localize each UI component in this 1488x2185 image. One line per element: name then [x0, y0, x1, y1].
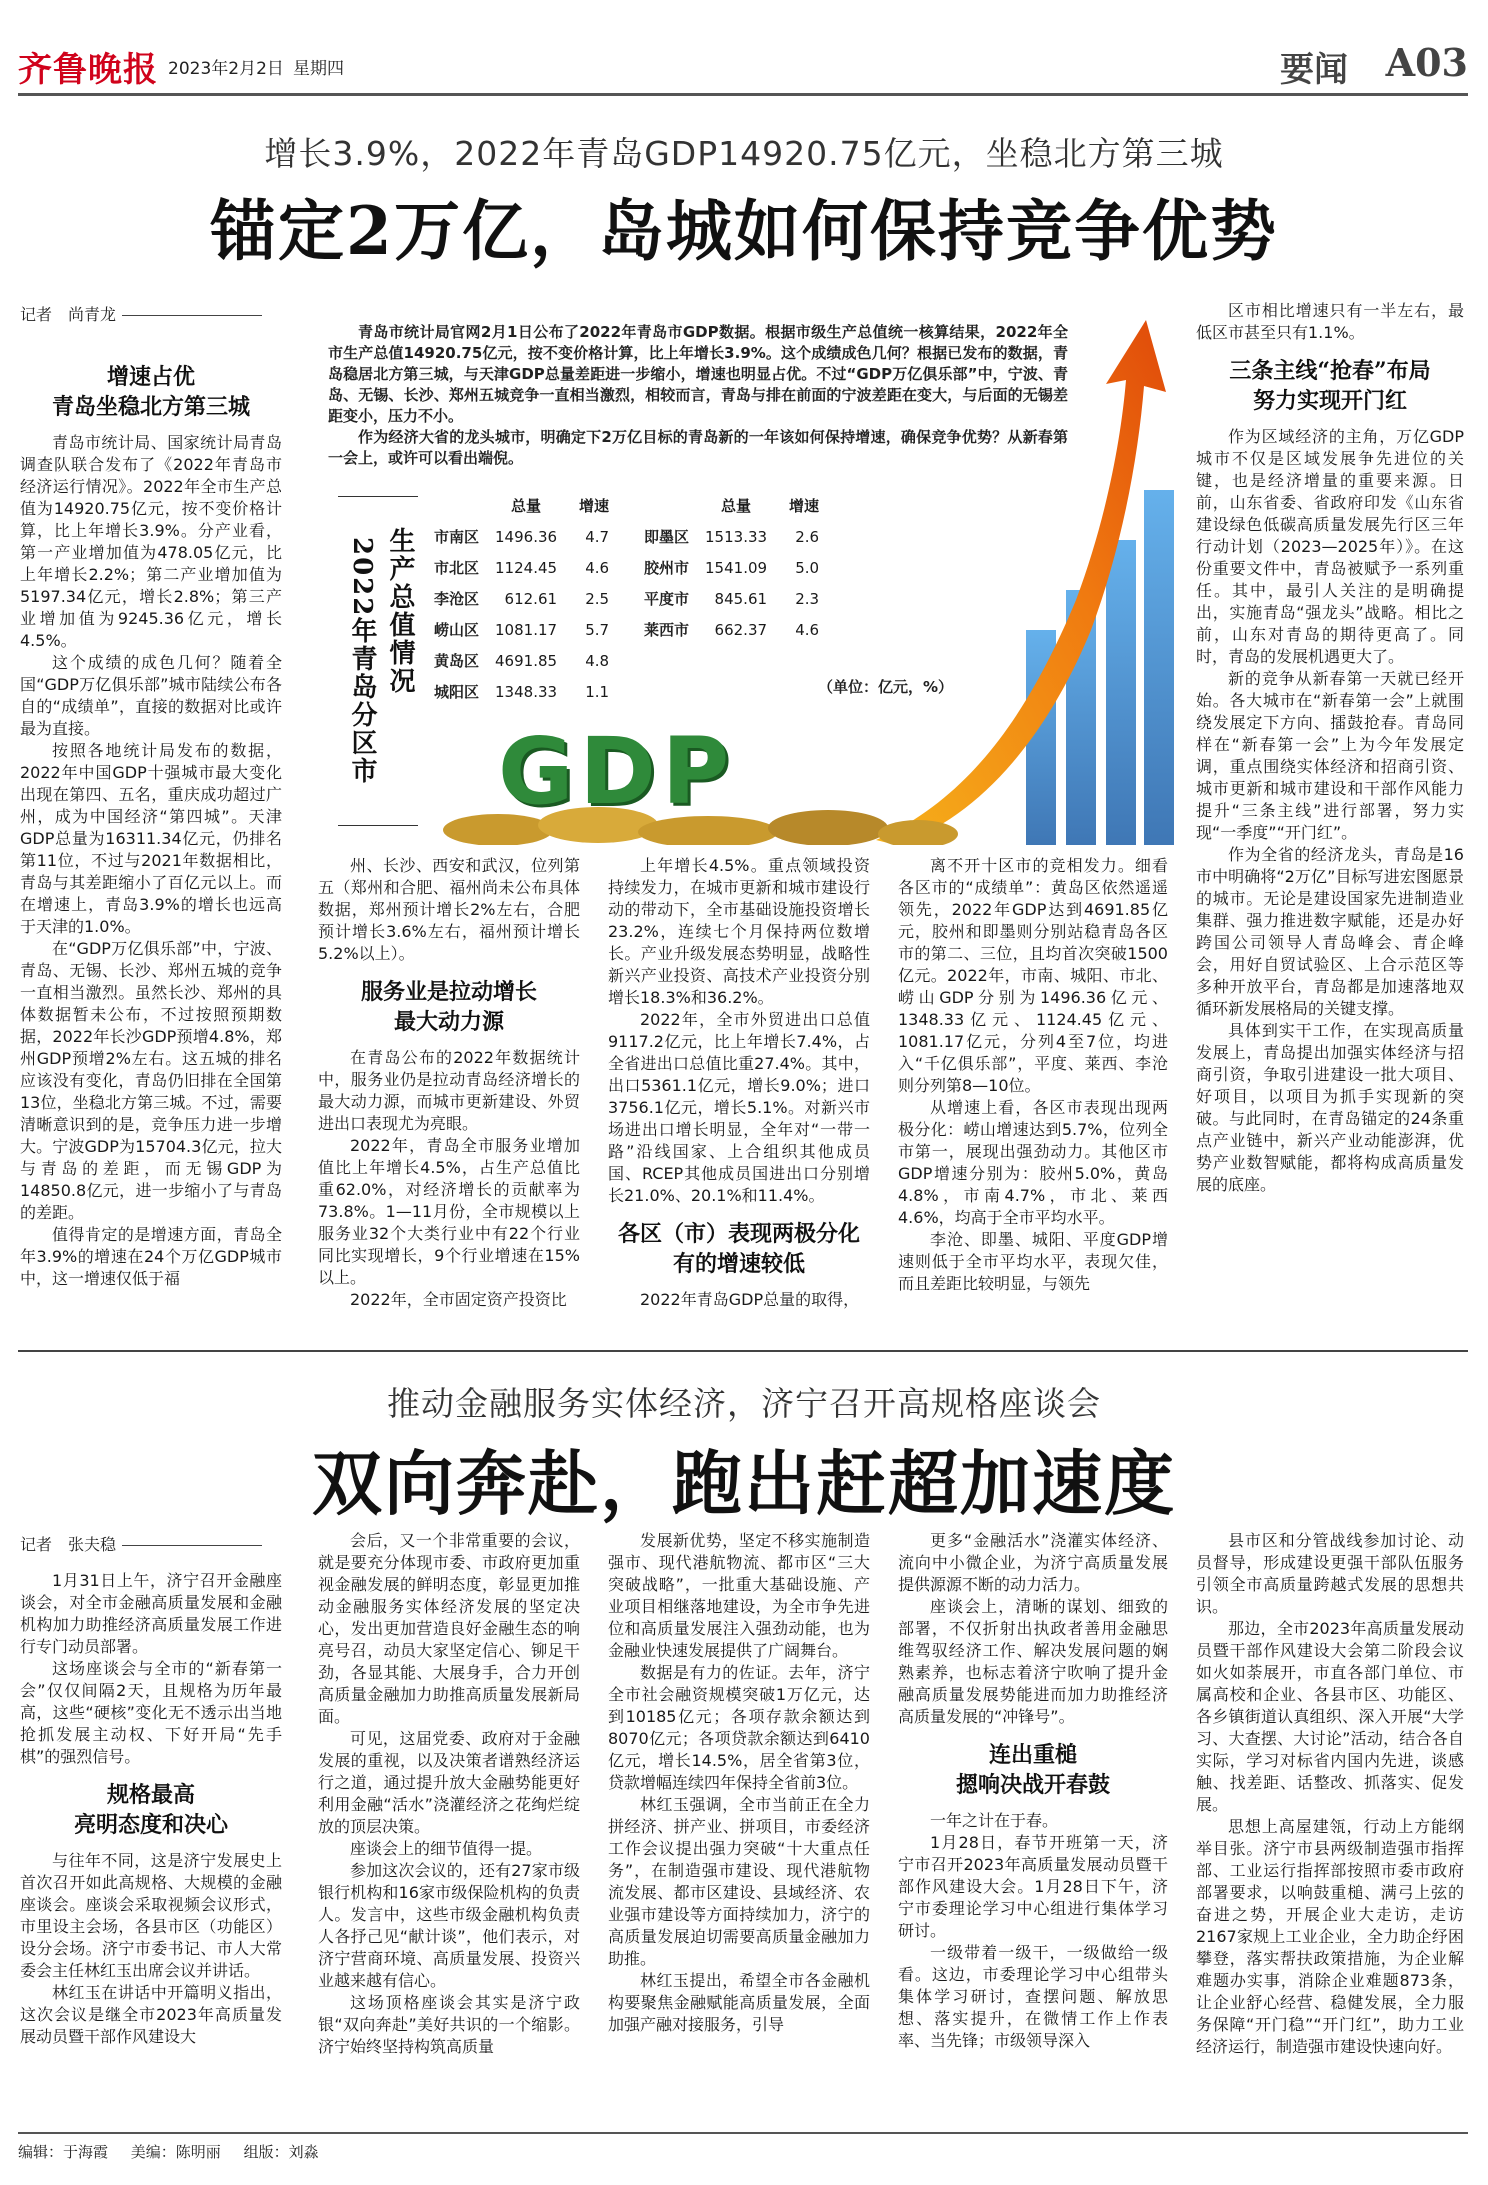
editor-credit: 编辑：于海霞 [18, 2143, 109, 2161]
column-paragraphs [898, 1530, 1168, 1728]
paragraph: 具体到实干工作，在实现高质量发展上，青岛提出加强实体经济与招商引资，争取引进建设一批大项目、好项目，以项目为抓手实现新的突破。与此同时，在青岛锚定的24条重点产业链中，新兴产业动能澎湃，优势产业数智赋能，都将构成高质量发展的底座。 [1196, 1021, 1464, 1194]
district-name-cell: 城阳区 [434, 683, 480, 701]
section-name: 要闻 [1280, 50, 1348, 90]
table-row [426, 552, 617, 583]
paragraph: 作为经济大省的龙头城市，明确定下2万亿目标的青岛新的一年该如何保持增速，确保竞争优势？从新春第一会上，或许可以看出端倪。 [328, 428, 1068, 467]
paragraph: 座谈会上，清晰的谋划、细致的部署，不仅折射出执政者善用金融思维驾驭经济工作、解决发展问题的娴熟素养，也标志着济宁吹响了提升金融高质量发展势能进而加力助推经济高质量发展的“冲锋号”。 [898, 1597, 1168, 1726]
subheading: 规格最高 亮明态度和决心 [73, 1782, 228, 1838]
growth-cell: 1.1 [585, 682, 610, 701]
paragraph: 按照各地统计局发布的数据，2022年中国GDP十强城市最大变化出现在第四、五名，重庆成功超过广州，成为中国经济“第四城”。天津GDP总量为16311.34亿元，仍排名第11位，不过与2021年数据相比，青岛与其差距缩小了百亿元以上。而在增速上，青岛3.9%的增长也远高于天津的1.0%。 [20, 741, 282, 936]
column-paragraphs [898, 1810, 1168, 2052]
total-cell: 1081.17 [495, 620, 558, 639]
paragraph: 更多“金融活水”浇灌实体经济、流向中小微企业，为济宁高质量发展提供源源不断的动力活力。 [898, 1531, 1168, 1594]
total-cell: 4691.85 [495, 651, 558, 670]
growth-cell: 5.0 [795, 558, 820, 577]
table-row [636, 521, 827, 552]
subheading: 增速占优 青岛坐稳北方第三城 [51, 364, 250, 420]
gdp-infobox [318, 300, 1176, 845]
paragraph: 参加这次会议的，还有27家市级银行机构和16家市级保险机构的负责人。发言中，这些市级金融机构负责人各抒己见“献计谈”，他们表示，对济宁营商环境、高质量发展、投资兴业越来越有信心。 [318, 1861, 580, 1990]
total-cell: 1541.09 [705, 558, 768, 577]
article1-column-3 [608, 855, 870, 1335]
paragraph: 2022年，青岛全市服务业增加值比上年增长4.5%，占生产总值比重62.0%，对经济增长的贡献率为73.8%。1—11月份，全市规模以上服务业32个大类行业中有22个行业同比实现增长，9个行业增速在15%以上。 [318, 1136, 580, 1287]
issue-weekday: 星期四 [293, 59, 344, 79]
footer-rule [18, 2132, 1468, 2134]
column-paragraphs [608, 1530, 870, 2036]
infobox-intro [328, 322, 1068, 469]
article2-byline [20, 1532, 262, 1555]
paragraph: 1月31日上午，济宁召开金融座谈会，对全市金融高质量发展和金融机构加力助推经济高质量发展工作进行专门动员部署。 [20, 1571, 282, 1656]
byline-rule [122, 315, 262, 316]
paragraph: 林红玉强调，全市当前正在全力拼经济、拼产业、拼项目，市委经济工作会议提出强力突破“十大重点任务”，在制造强市建设、现代港航物流发展、都市区建设、县域经济、农业强市建设等方面持续加力，济宁的高质量发展迫切需要高质量金融加力助推。 [608, 1795, 870, 1968]
article1-column-2 [318, 855, 580, 1335]
header-cell: 增速 [579, 497, 610, 515]
paragraph: 李沧、即墨、城阳、平度GDP增速则低于全市平均水平，表现欠佳，而且差距比较明显，与领先 [898, 1230, 1168, 1293]
paragraph: 一年之计在于春。 [930, 1811, 1059, 1830]
paragraph: 这场顶格座谈会其实是济宁政银“双向奔赴”美好共识的一个缩影。济宁始终坚持构筑高质量 [318, 1993, 580, 2056]
column-paragraphs [1196, 426, 1464, 1196]
growth-cell: 4.7 [585, 527, 610, 546]
column-paragraphs [20, 1570, 282, 1768]
paragraph: 思想上高屋建瓴，行动上方能纲举目张。济宁市县两级制造强市指挥部、工业运行指挥部按照市委市政府部署要求，以响鼓重槌、满弓上弦的奋进之势，开展企业大走访，走访2167家规上工业企业，全力助企纾困攀登，落实帮扶政策措施，为企业解难题办实事，消除企业难题873条，让企业舒心经营、稳健发展，全力服务保障“开门稳”“开门红”，助力工业经济运行，制造强市建设快速向好。 [1196, 1817, 1464, 2056]
column-paragraphs [20, 432, 282, 1290]
paragraph: 2022年青岛GDP总量的取得， [640, 1290, 860, 1309]
paragraph: 发展新优势，坚定不移实施制造强市、现代港航物流、都市区“三大突破战略”，一批重大基础设施、产业项目相继落地建设，为全市争先进位和高质量发展注入强劲动能，也为金融业快速发展提供了广阔舞台。 [608, 1531, 870, 1660]
paragraph: 可见，这届党委、政府对于金融发展的重视，以及决策者谱熟经济运行之道，通过提升放大金融势能更好利用金融“活水”浇灌经济之花绚烂绽放的顶层决策。 [318, 1729, 580, 1836]
total-cell: 1513.33 [705, 527, 768, 546]
table-row [636, 583, 827, 614]
table-row [426, 583, 617, 614]
newspaper-logo: 齐鲁晚报 [18, 50, 158, 90]
district-name-cell: 胶州市 [644, 559, 690, 577]
subheading: 连出重槌 摁响决战开春鼓 [955, 1742, 1110, 1798]
growth-cell: 5.7 [585, 620, 610, 639]
article2-column-1 [20, 1570, 282, 2128]
district-name-cell: 李沧区 [434, 590, 480, 608]
growth-cell: 2.6 [795, 527, 820, 546]
paragraph: 林红玉在讲话中开篇明义指出，这次会议是继全市2023年高质量发展动员暨干部作风建设大 [20, 1983, 282, 2046]
district-name-cell: 崂山区 [434, 621, 480, 639]
page-number: A03 [1385, 40, 1468, 85]
paragraph: 作为区域经济的主角，万亿GDP城市不仅是区域发展争先进位的关键，也是经济增量的重要来源。日前，山东省委、省政府印发《山东省建设绿色低碳高质量发展先行区三年行动计划（2023—2025年）》。在这份重要文件中，青岛被赋予一系列重任。其中，最引人关注的是明确提出，实施青岛“强龙头”战略。相比之前，山东对青岛的期待更高了。同时，青岛的发展机遇更大了。 [1196, 427, 1464, 666]
article2-column-3 [608, 1530, 870, 2128]
district-table-right [636, 490, 827, 645]
header-cell: 增速 [789, 497, 820, 515]
column-paragraphs [318, 1530, 580, 2058]
total-cell: 1496.36 [495, 527, 558, 546]
table-row [426, 521, 617, 552]
issue-date: 2023年2月2日 [168, 59, 284, 79]
paragraph: 从增速上看，各区市表现出现两极分化：崂山增速达到5.7%，位列全市第一，展现出强劲动力。其他区市GDP增速分别为：胶州5.0%，黄岛4.8%，市南4.7%，市北、莱西4.6%，均高于全市平均水平。 [898, 1098, 1168, 1227]
paragraph: 青岛市统计局、国家统计局青岛调查队联合发布了《2022年青岛市经济运行情况》。2022年全市生产总值为14920.75亿元，按不变价格计算，比上年增长3.9%。分产业看，第一产业增加值为478.05亿元，比上年增长2.2%；第二产业增加值为5197.34亿元，增长2.8%；第三产业增加值为9245.36亿元，增长4.5%。 [20, 433, 282, 650]
table-row [426, 676, 617, 707]
masthead [18, 38, 1468, 96]
paragraph: 座谈会上的细节值得一提。 [350, 1839, 543, 1858]
table-row [636, 552, 827, 583]
byline-text: 记者 尚青龙 [20, 305, 117, 324]
paragraph: 与往年不同，这是济宁发展史上首次召开如此高规格、大规模的金融座谈会。座谈会采取视频会议形式，市里设主会场，各县市区（功能区）设分会场。济宁市委书记、市人大常委会主任林红玉出席会议并讲话。 [20, 1851, 282, 1980]
growth-cell: 4.6 [585, 558, 610, 577]
paragraph: 在“GDP万亿俱乐部”中，宁波、青岛、无锡、长沙、郑州五城的竞争一直相当激烈。虽然长沙、郑州的具体数据暂未公布，不过按照预期数据，2022年长沙GDP预增4.8%，郑州GDP预增2%左右。这五城的排名应该没有变化，青岛仍旧排在全国第13位，坐稳北方第三城。不过，需要清晰意识到的是，竞争压力进一步增大。宁波GDP为15704.3亿元，拉大与青岛的差距，而无锡GDP为14850.8亿元，进一步缩小了与青岛的差距。 [20, 939, 282, 1222]
paragraph: 作为全省的经济龙头，青岛是16市中明确将“2万亿”目标写进宏图愿景的城市。无论是建设国家先进制造业集群、强力推进数字赋能，还是办好跨国公司领导人青岛峰会、青企峰会，用好自贸试验区、上合示范区等多种开放平台，青岛都是加速落地双循环新发展格局的关键支撑。 [1196, 845, 1464, 1018]
article1-kicker: 增长3.9%，2022年青岛GDP14920.75亿元，坐稳北方第三城 [264, 134, 1224, 173]
district-name-cell: 平度市 [644, 590, 690, 608]
district-name-cell: 黄岛区 [434, 652, 480, 670]
column-paragraphs [20, 1850, 282, 2048]
byline-rule [122, 1545, 262, 1546]
column-paragraphs [608, 855, 870, 1207]
masthead-rule [18, 93, 1468, 96]
table-title [338, 496, 418, 826]
column-paragraphs [318, 1047, 580, 1311]
growth-cell: 2.5 [585, 589, 610, 608]
article2-kicker: 推动金融服务实体经济，济宁召开高规格座谈会 [387, 1384, 1101, 1423]
paragraph: 值得肯定的是增速方面，青岛全年3.9%的增速在24个万亿GDP城市中，这一增速仅低于福 [20, 1225, 282, 1288]
paragraph: 上年增长4.5%。重点领域投资持续发力，在城市更新和城市建设行动的带动下，全市基础设施投资增长23.2%，连续七个月保持两位数增长。产业升级发展态势明显，战略性新兴产业投资、高技术产业投资分别增长18.3%和36.2%。 [608, 856, 870, 1007]
total-cell: 1124.45 [495, 558, 558, 577]
article2-headline: 双向奔赴，跑出赶超加速度 [312, 1442, 1176, 1525]
table-row [426, 645, 617, 676]
column-paragraphs [608, 1289, 870, 1311]
table-row [636, 614, 827, 645]
total-cell: 662.37 [714, 620, 768, 639]
table-title-line2: 2022年青岛分区市 [347, 537, 377, 786]
paragraph: 这个成绩的成色几何？随着全国“GDP万亿俱乐部”城市陆续公布各自的“成绩单”，直接的数据对比或许最为直接。 [20, 653, 282, 738]
header-cell [426, 490, 487, 521]
paragraph: 新的竞争从新春第一天就已经开始。各大城市在“新春第一会”上就围绕发展定下方向、擂鼓抢春。青岛同样在“新春第一会”上为今年发展定调，重点围绕实体经济和招商引资、城市更新和城市建设和干部作风能力提升“三条主线”进行部署，努力实现“一季度”“开门红”。 [1196, 669, 1464, 842]
table-unit: （单位：亿元，%） [818, 678, 954, 696]
article2-column-2 [318, 1530, 580, 2128]
subheading: 服务业是拉动增长 最大动力源 [360, 979, 537, 1035]
column-paragraphs [898, 855, 1168, 1295]
paragraph: 数据是有力的佐证。去年，济宁全市社会融资规模突破1万亿元，达到10185亿元；各项存款余额达到8070亿元；各项贷款余额达到6410亿元，增长14.5%，居全省第3位，贷款增幅连续四年保持全省前3位。 [608, 1663, 870, 1792]
paragraph: 一级带着一级干，一级做给一级看。这边，市委理论学习中心组带头集体学习研讨，查摆问题、解放思想、落实提升，在微情工作上作表率、当先锋；市级领导深入 [898, 1943, 1168, 2050]
header-cell: 总量 [721, 497, 752, 515]
byline-text: 记者 张夫稳 [20, 1535, 117, 1554]
district-name-cell: 即墨区 [644, 528, 690, 546]
article-divider [18, 1350, 1468, 1352]
header-cell [636, 490, 697, 521]
table-header-row [636, 490, 827, 521]
district-name-cell: 市南区 [434, 528, 480, 546]
total-cell: 612.61 [504, 589, 558, 608]
total-cell: 845.61 [714, 589, 768, 608]
paragraph: 离不开十区市的竞相发力。细看各区市的“成绩单”：黄岛区依然遥遥领先，2022年GDP达到4691.85亿元，胶州和即墨则分别站稳青岛各区市的第二、三位，且均首次突破1500亿元。2022年，市南、城阳、市北、崂山GDP分别为1496.36亿元、1348.33亿元、1124.45亿元、1081.17亿元，分列4至7位，均进入“千亿俱乐部”，平度、莱西、李沧则分列第8—10位。 [898, 856, 1168, 1095]
paragraph: 会后，又一个非常重要的会议，就是要充分体现市委、市政府更加重视金融发展的鲜明态度，彰显更加推动金融服务实体经济发展的坚定决心，发出更加营造良好金融生态的响亮号召，动员大家坚定信心、铆足干劲，各显其能、大展身手，合力开创高质量金融加力助推高质量发展新局面。 [318, 1531, 580, 1726]
article1-column-4 [898, 855, 1168, 1335]
proof-credit: 组版：刘淼 [243, 2143, 319, 2161]
total-cell: 1348.33 [495, 682, 558, 701]
paragraph: 2022年，全市固定资产投资比 [350, 1290, 567, 1309]
growth-cell: 4.6 [795, 620, 820, 639]
page-footer [18, 2141, 1468, 2162]
paragraph: 1月28日，春节开班第一天，济宁市召开2023年高质量发展动员暨干部作风建设大会。1月28日下午，济宁市委理论学习中心组进行集体学习研讨。 [898, 1833, 1168, 1940]
header-cell: 总量 [511, 497, 542, 515]
growth-cell: 2.3 [795, 589, 820, 608]
column-paragraphs [1196, 300, 1464, 344]
table-row [426, 614, 617, 645]
article1-column-1 [20, 350, 282, 1350]
designer-credit: 美编：陈明丽 [130, 2143, 221, 2161]
article1-headline: 锚定2万亿，岛城如何保持竞争优势 [210, 192, 1278, 270]
paragraph: 青岛市统计局官网2月1日公布了2022年青岛市GDP数据。根据市级生产总值统一核算结果，2022年全市生产总值14920.75亿元，按不变价格计算，比上年增长3.9%。这个成绩成色几何？根据已发布的数据，青岛稳居北方第三城，与天津GDP总量差距进一步缩小，增速也明显占优。不过“GDP万亿俱乐部”中，宁波、青岛、无锡、长沙、郑州五城竞争一直相当激烈，相较而言，青岛与排在前面的宁波差距在变大，与后面的无锡差距变小，压力不小。 [328, 323, 1068, 425]
paragraph: 2022年，全市外贸进出口总值9117.2亿元，比上年增长7.4%，占全省进出口总值比重27.4%。其中，出口5361.1亿元，增长9.0%；进口3756.1亿元，增长5.1%。对新兴市场进出口增长明显，全年对“一带一路”沿线国家、上合组织其他成员国、RCEP其他成员国进出口分别增长21.0%、20.1%和11.4%。 [608, 1010, 870, 1205]
column-paragraphs [1196, 1530, 1464, 2058]
table-header-row [426, 490, 617, 521]
paragraph: 区市相比增速只有一半左右，最低区市甚至只有1.1%。 [1196, 301, 1464, 342]
district-table-left [426, 490, 617, 707]
paragraph: 县市区和分管战线参加讨论、动员督导，形成建设更强干部队伍服务引领全市高质量跨越式发展的思想共识。 [1196, 1531, 1464, 1616]
article2-column-4 [898, 1530, 1168, 2128]
table-title-line1: 生产总值情况 [385, 527, 415, 695]
district-name-cell: 莱西市 [644, 621, 690, 639]
subheading: 三条主线“抢春”布局 努力实现开门红 [1229, 358, 1431, 414]
subheading: 各区（市）表现两极分化 有的增速较低 [617, 1221, 860, 1277]
column-paragraphs [318, 855, 580, 965]
paragraph: 这场座谈会与全市的“新春第一会”仅仅间隔2天，且规格为历年最高，这些“硬核”变化无不透示出当地抢抓发展主动权、下好开局“先手棋”的强烈信号。 [20, 1659, 282, 1766]
growth-cell: 4.8 [585, 651, 610, 670]
paragraph: 在青岛公布的2022年数据统计中，服务业仍是拉动青岛经济增长的最大动力源，而城市更新建设、外贸进出口表现尤为亮眼。 [318, 1048, 580, 1133]
paragraph: 那边，全市2023年高质量发展动员暨干部作风建设大会第二阶段会议如火如荼展开，市直各部门单位、市属高校和企业、各县市区、功能区、各乡镇街道认真组织、深入开展“大学习、大查摆、大讨论”活动，结合各自实际，学习对标省内国内先进，谈感触、找差距、话整改、抓落实、促发展。 [1196, 1619, 1464, 1814]
paragraph: 州、长沙、西安和武汉，位列第五（郑州和合肥、福州尚未公布具体数据，郑州预计增长2%左右，合肥预计增长3.6%左右，福州预计增长5.2%以上）。 [318, 856, 580, 963]
article2-column-5 [1196, 1530, 1464, 2128]
article1-byline [20, 302, 262, 325]
gdp-art-text: GDP [498, 718, 736, 825]
district-name-cell: 市北区 [434, 559, 480, 577]
paragraph: 林红玉提出，希望全市各金融机构要聚焦金融赋能高质量发展，全面加强产融对接服务，引导 [608, 1971, 870, 2034]
article1-column-5 [1196, 300, 1464, 1336]
